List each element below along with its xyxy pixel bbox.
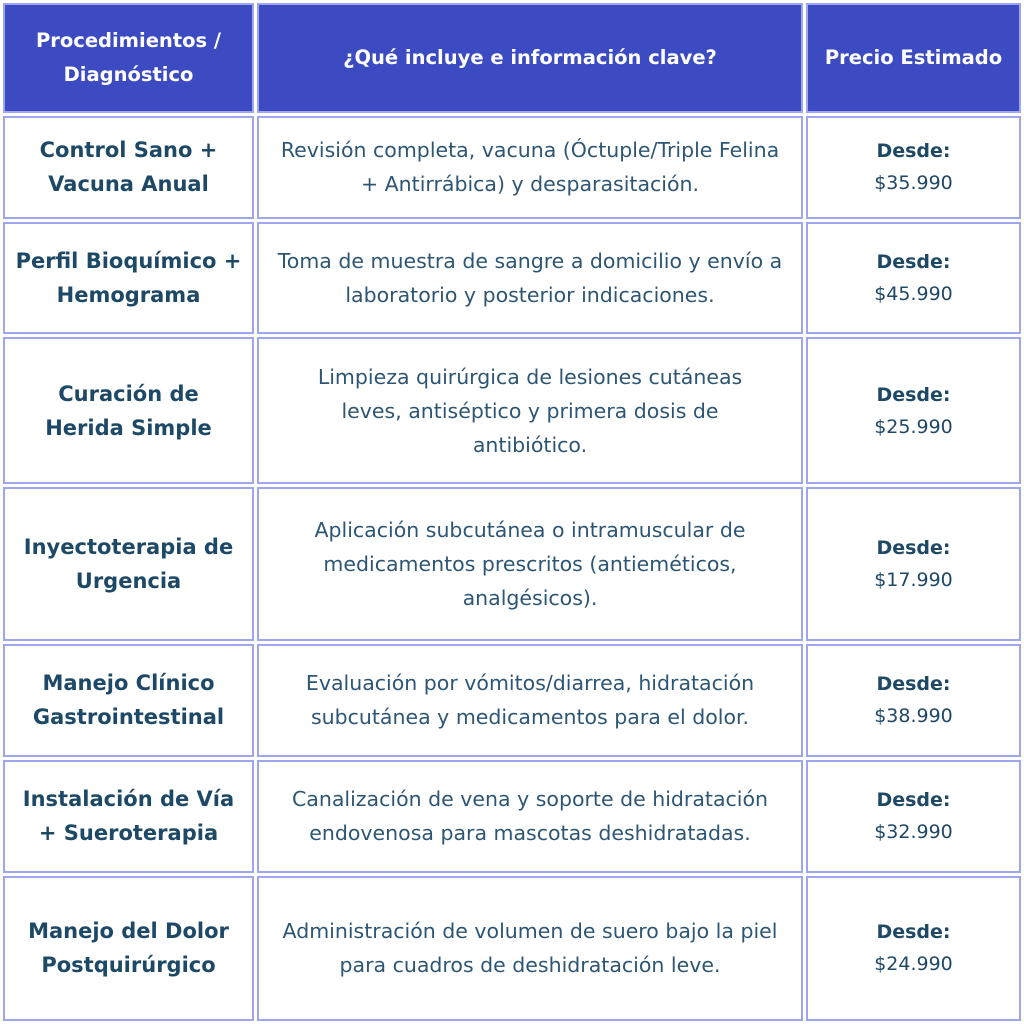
table-row [3, 116, 1021, 219]
procedure-cell [3, 487, 254, 640]
table-row [3, 337, 1021, 484]
details-cell [257, 116, 803, 219]
price-prefix: Desde: [876, 383, 951, 406]
procedure-cell [3, 116, 254, 219]
price-amount: $45.990 [874, 282, 953, 305]
header-procedures-label: Procedimientos / Diagnóstico [35, 29, 222, 86]
details-cell [257, 876, 803, 1021]
header-details [257, 3, 803, 113]
table-body [3, 116, 1021, 1021]
price-amount: $25.990 [874, 415, 953, 438]
details-cell [257, 644, 803, 757]
price-cell [806, 337, 1021, 484]
procedure-details: Canalización de vena y soporte de hidratación endovenosa para mascotas deshidratadas. [291, 787, 769, 846]
price-cell [806, 760, 1021, 873]
procedure-name: Curación de Herida Simple [45, 381, 212, 440]
procedure-name: Perfil Bioquímico + Hemograma [15, 248, 242, 307]
header-procedures [3, 3, 254, 113]
price-cell [806, 644, 1021, 757]
procedure-name: Manejo Clínico Gastrointestinal [32, 671, 225, 730]
price-prefix: Desde: [876, 673, 951, 696]
procedure-details: Aplicación subcutánea o intramuscular de medicamentos prescritos (antieméticos, analgésicos). [314, 517, 746, 610]
price-amount: $32.990 [874, 821, 953, 844]
header-price [806, 3, 1021, 113]
procedure-name: Inyectoterapia de Urgencia [23, 534, 234, 593]
details-cell [257, 222, 803, 334]
procedure-cell [3, 876, 254, 1021]
table-row [3, 760, 1021, 873]
procedure-cell [3, 337, 254, 484]
price-amount: $38.990 [874, 705, 953, 728]
price-prefix: Desde: [876, 921, 951, 944]
procedure-name: Manejo del Dolor Postquirúrgico [28, 919, 229, 978]
price-prefix: Desde: [876, 140, 951, 163]
price-prefix: Desde: [876, 250, 951, 273]
procedure-cell [3, 222, 254, 334]
price-amount: $35.990 [874, 172, 953, 195]
table-row [3, 644, 1021, 757]
procedure-details: Limpieza quirúrgica de lesiones cutáneas leves, antiséptico y primera dosis de antibiótico. [317, 364, 743, 457]
price-cell [806, 222, 1021, 334]
details-cell [257, 760, 803, 873]
table-row [3, 487, 1021, 640]
header-details-label: ¿Qué incluye e información clave? [343, 46, 717, 69]
procedure-name: Instalación de Vía + Sueroterapia [22, 787, 235, 846]
price-cell [806, 876, 1021, 1021]
price-prefix: Desde: [876, 789, 951, 812]
price-cell [806, 116, 1021, 219]
procedure-details: Toma de muestra de sangre a domicilio y envío a laboratorio y posterior indicaciones. [277, 248, 783, 307]
procedure-cell [3, 644, 254, 757]
price-cell [806, 487, 1021, 640]
price-amount: $17.990 [874, 568, 953, 591]
details-cell [257, 337, 803, 484]
table-row [3, 222, 1021, 334]
procedure-cell [3, 760, 254, 873]
procedure-name: Control Sano + Vacuna Anual [39, 138, 218, 197]
price-prefix: Desde: [876, 536, 951, 559]
table-row [3, 876, 1021, 1021]
procedure-details: Evaluación por vómitos/diarrea, hidratación subcutánea y medicamentos para el dolor. [305, 671, 755, 730]
header-row [3, 3, 1021, 113]
price-amount: $24.990 [874, 953, 953, 976]
details-cell [257, 487, 803, 640]
table-header [3, 3, 1021, 113]
procedure-details: Administración de volumen de suero bajo la piel para cuadros de deshidratación leve. [282, 919, 778, 978]
header-price-label: Precio Estimado [824, 46, 1003, 69]
procedure-details: Revisión completa, vacuna (Óctuple/Triple Felina + Antirrábica) y desparasitación. [280, 138, 780, 197]
